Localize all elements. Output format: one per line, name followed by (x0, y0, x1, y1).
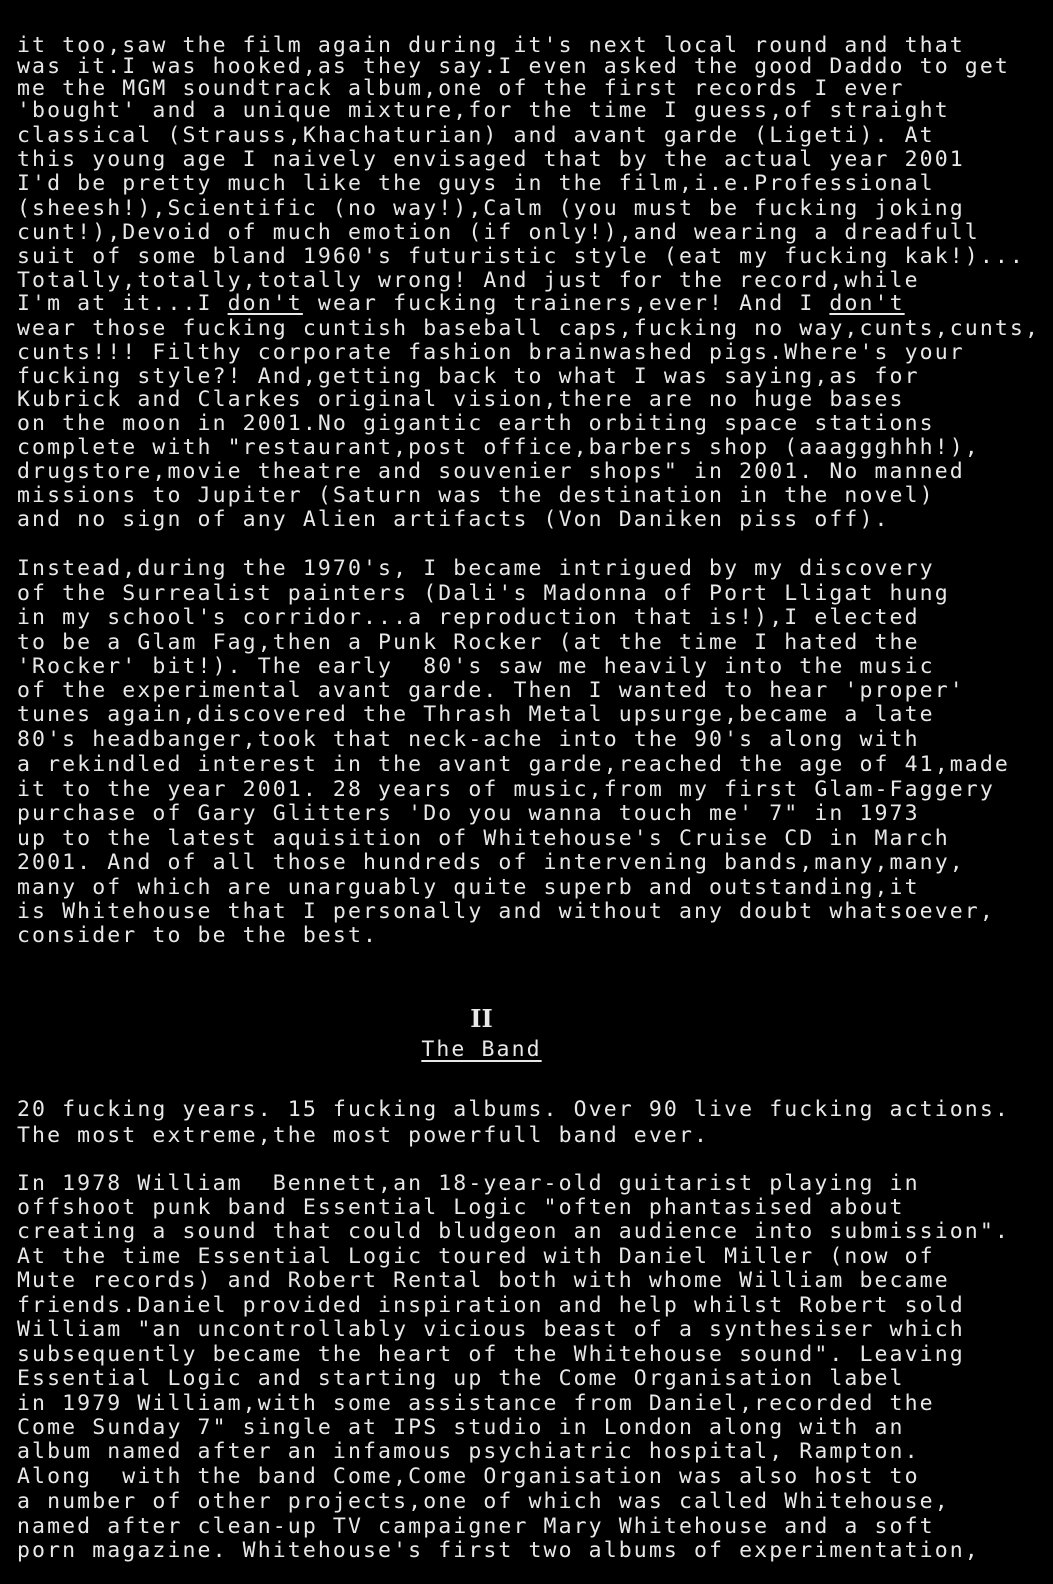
text-line: William "an uncontrollably vicious beast of a synthesiser which (17, 1317, 965, 1342)
text-line (17, 292, 905, 316)
text-line: a number of other projects,one of which was called Whitehouse, (17, 1489, 950, 1514)
text-line: purchase of Gary Glitters 'Do you wanna touch me' 7" in 1973 (17, 801, 920, 826)
text-line: cunt!),Devoid of much emotion (if only!),and wearing a dreadfull (17, 220, 980, 245)
text-line: 20 fucking years. 15 fucking albums. Over 90 live fucking actions. (17, 1097, 1010, 1122)
text-line: Mute records) and Robert Rental both with whome William became (17, 1268, 950, 1293)
text-line: The most extreme,the most powerfull band ever. (17, 1123, 710, 1148)
text-line: to be a Glam Fag,then a Punk Rocker (at the time I hated the (17, 630, 920, 655)
emphasis-underline: don't (227, 291, 303, 316)
text-line: a rekindled interest in the avant garde,reached the age of 41,made (17, 752, 1010, 777)
text-line: it to the year 2001. 28 years of music,from my first Glam-Faggery (17, 777, 995, 802)
text-line: Come Sunday 7" single at IPS studio in London along with an (17, 1415, 905, 1440)
text-line: named after clean-up TV campaigner Mary Whitehouse and a soft (17, 1514, 935, 1539)
section-title-text: The Band (421, 1037, 542, 1062)
text-line: In 1978 William Bennett,an 18-year-old guitarist playing in (17, 1171, 920, 1196)
text-line: consider to be the best. (17, 923, 379, 948)
text-line: me the MGM soundtrack album,one of the first records I ever (17, 76, 905, 101)
text-line: album named after an infamous psychiatric hospital, Rampton. (17, 1439, 920, 1464)
text-line: many of which are unarguably quite superb and outstanding,it (17, 875, 920, 900)
emphasis-underline: don't (829, 291, 905, 316)
text-line: missions to Jupiter (Saturn was the destination in the novel) (17, 483, 935, 508)
text-line: 'Rocker' bit!). The early 80's saw me heavily into the music (17, 654, 935, 679)
text-line: up to the latest aquisition of Whitehouse's Cruise CD in March (17, 826, 950, 851)
text-run: wear fucking trainers,ever! And I (302, 291, 830, 316)
text-line: Kubrick and Clarkes original vision,there are no huge bases (17, 387, 905, 412)
text-line: classical (Strauss,Khachaturian) and avant garde (Ligeti). At (17, 123, 935, 148)
text-line: of the Surrealist painters (Dali's Madonna of Port Lligat hung (17, 581, 950, 606)
text-line: I'd be pretty much like the guys in the film,i.e.Professional (17, 171, 935, 196)
text-line: offshoot punk band Essential Logic "often phantasised about (17, 1195, 905, 1220)
text-line: suit of some bland 1960's futuristic style (eat my fucking kak!)... (17, 244, 1025, 269)
text-line: porn magazine. Whitehouse's first two albums of experimentation, (17, 1538, 980, 1563)
text-line: friends.Daniel provided inspiration and help whilst Robert sold (17, 1293, 965, 1318)
text-line: complete with "restaurant,post office,barbers shop (aaaggghhh!), (17, 435, 980, 460)
section-title (0, 1038, 963, 1062)
text-line: cunts!!! Filthy corporate fashion brainwashed pigs.Where's your (17, 340, 965, 365)
text-line: it too,saw the film again during it's next local round and that (17, 33, 965, 58)
text-line: of the experimental avant garde. Then I wanted to hear 'proper' (17, 678, 965, 703)
text-run: I'm at it...I (17, 291, 228, 316)
text-line: is Whitehouse that I personally and without any doubt whatsoever, (17, 899, 995, 924)
text-line: fucking style?! And,getting back to what I was saying,as for (17, 364, 920, 389)
text-line: tunes again,discovered the Thrash Metal upsurge,became a late (17, 702, 935, 727)
text-line: 80's headbanger,took that neck-ache into the 90's along with (17, 727, 920, 752)
text-line: Totally,totally,totally wrong! And just for the record,while (17, 268, 920, 293)
text-line: subsequently became the heart of the Whitehouse sound". Leaving (17, 1342, 965, 1367)
text-line: on the moon in 2001.No gigantic earth orbiting space stations (17, 411, 935, 436)
text-line: Essential Logic and starting up the Come Organisation label (17, 1366, 905, 1391)
text-line: in 1979 William,with some assistance from Daniel,recorded the (17, 1391, 935, 1416)
text-line: this young age I naively envisaged that by the actual year 2001 (17, 147, 965, 172)
text-line: was it.I was hooked,as they say.I even asked the good Daddo to get (17, 54, 1010, 79)
text-line: in my school's corridor...a reproduction that is!),I elected (17, 605, 920, 630)
text-line: drugstore,movie theatre and souvenier shops" in 2001. No manned (17, 459, 965, 484)
text-line: 'bought' and a unique mixture,for the time I guess,of straight (17, 98, 950, 123)
text-line: (sheesh!),Scientific (no way!),Calm (you must be fucking joking (17, 196, 965, 221)
text-line: 2001. And of all those hundreds of intervening bands,many,many, (17, 850, 965, 875)
section-numeral: II (470, 1004, 493, 1033)
text-line: and no sign of any Alien artifacts (Von Daniken piss off). (17, 507, 890, 532)
text-line: Instead,during the 1970's, I became intrigued by my discovery (17, 556, 935, 581)
text-line: At the time Essential Logic toured with Daniel Miller (now of (17, 1244, 935, 1269)
text-line: Along with the band Come,Come Organisation was also host to (17, 1464, 920, 1489)
text-line: creating a sound that could bludgeon an audience into submission". (17, 1219, 1010, 1244)
text-line: wear those fucking cuntish baseball caps,fucking no way,cunts,cunts, (17, 316, 1040, 341)
